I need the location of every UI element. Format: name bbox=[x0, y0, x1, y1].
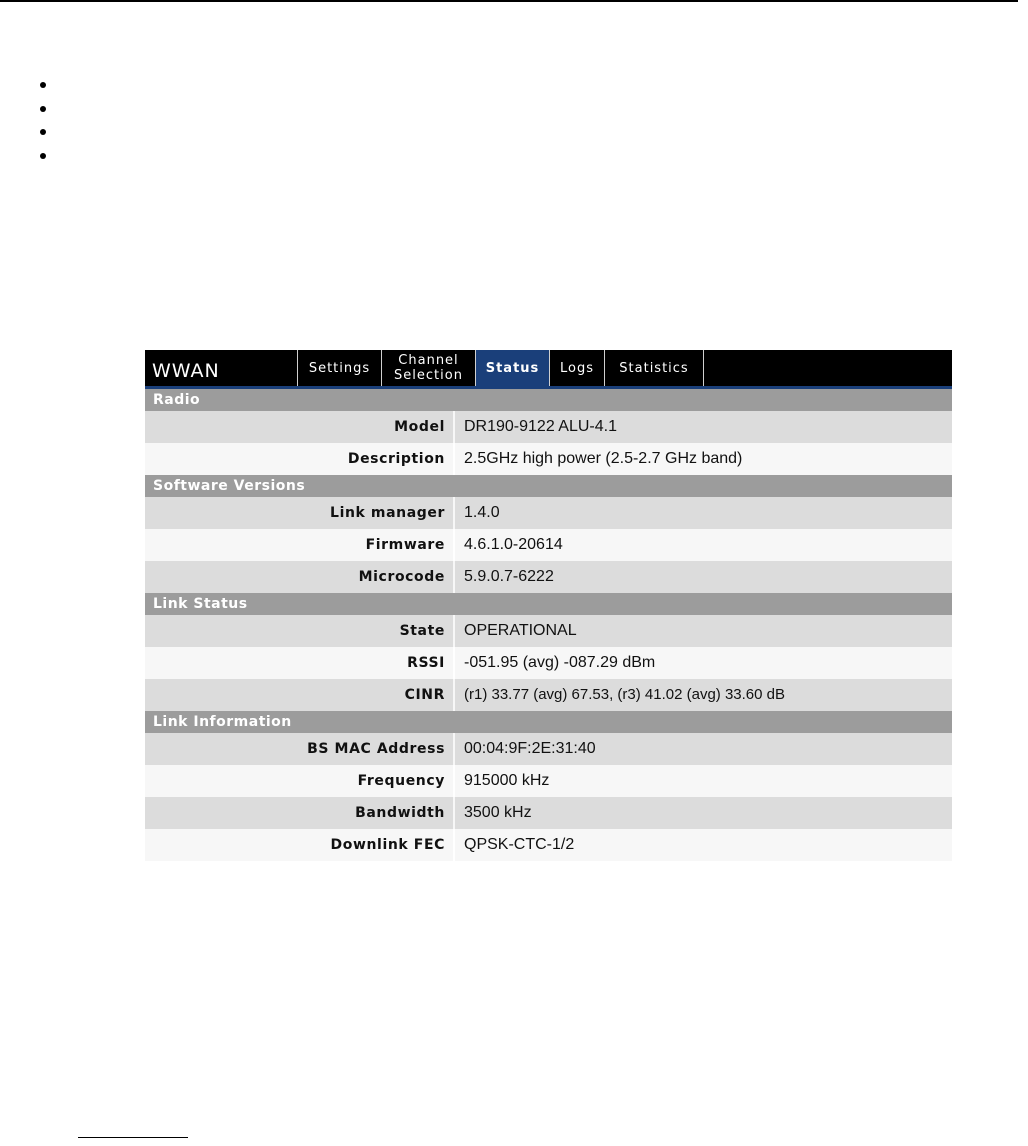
row-label: State bbox=[399, 623, 445, 639]
row-value: 915000 kHz bbox=[453, 765, 952, 797]
tab-logs[interactable]: Logs bbox=[549, 350, 604, 386]
row-label: CINR bbox=[404, 687, 445, 703]
tab-bar bbox=[145, 350, 952, 389]
row-value: OPERATIONAL bbox=[453, 615, 952, 647]
row-label: RSSI bbox=[407, 655, 445, 671]
bullet-list bbox=[40, 82, 46, 176]
row-label: Downlink FEC bbox=[330, 837, 445, 853]
table-row-bandwidth bbox=[145, 797, 952, 829]
page-top-rule bbox=[0, 0, 1018, 2]
table-row-rssi bbox=[145, 647, 952, 679]
row-label: Description bbox=[347, 451, 445, 467]
row-value: QPSK-CTC-1/2 bbox=[453, 829, 952, 861]
section-header-link-information: Link Information bbox=[145, 711, 952, 733]
section-header-link-status: Link Status bbox=[145, 593, 952, 615]
tab-status[interactable]: Status bbox=[475, 350, 549, 386]
row-value: 4.6.1.0-20614 bbox=[453, 529, 952, 561]
footnote-rule bbox=[78, 1137, 188, 1138]
table-row-frequency bbox=[145, 765, 952, 797]
row-value: 2.5GHz high power (2.5-2.7 GHz band) bbox=[453, 443, 874, 475]
row-label: BS MAC Address bbox=[307, 741, 445, 757]
row-label: Link manager bbox=[330, 505, 445, 521]
table-row-cinr bbox=[145, 679, 952, 711]
table-row-bs-mac-address bbox=[145, 733, 952, 765]
table-row-firmware bbox=[145, 529, 952, 561]
tab-channel-selection-label: Channel Selection bbox=[394, 353, 463, 383]
tab-statistics[interactable]: Statistics bbox=[604, 350, 704, 386]
table-row-description bbox=[145, 443, 952, 475]
tab-settings[interactable]: Settings bbox=[297, 350, 381, 386]
app-title: WWAN bbox=[152, 360, 220, 382]
row-label: Model bbox=[394, 419, 445, 435]
section-header-software-versions: Software Versions bbox=[145, 475, 952, 497]
table-row-state bbox=[145, 615, 952, 647]
row-value: -051.95 (avg) -087.29 dBm bbox=[453, 647, 952, 679]
table-row-model bbox=[145, 411, 952, 443]
wwan-status-panel bbox=[145, 350, 952, 861]
section-header-radio: Radio bbox=[145, 389, 952, 411]
table-row-link-manager bbox=[145, 497, 952, 529]
row-value: 3500 kHz bbox=[453, 797, 952, 829]
bullet-icon bbox=[40, 106, 46, 112]
row-value: DR190-9122 ALU-4.1 bbox=[453, 411, 952, 443]
row-label: Bandwidth bbox=[355, 805, 445, 821]
table-row-microcode bbox=[145, 561, 952, 593]
row-label: Frequency bbox=[357, 773, 445, 789]
bullet-icon bbox=[40, 129, 46, 135]
table-row-downlink-fec bbox=[145, 829, 952, 861]
row-label: Firmware bbox=[365, 537, 445, 553]
bullet-icon bbox=[40, 153, 46, 159]
row-value: 1.4.0 bbox=[453, 497, 952, 529]
row-label: Microcode bbox=[358, 569, 445, 585]
row-value: 00:04:9F:2E:31:40 bbox=[453, 733, 952, 765]
row-value: (r1) 33.77 (avg) 67.53, (r3) 41.02 (avg) 33.60 dB bbox=[453, 679, 889, 711]
tab-channel-selection[interactable] bbox=[381, 350, 475, 386]
row-value: 5.9.0.7-6222 bbox=[453, 561, 952, 593]
bullet-icon bbox=[40, 82, 46, 88]
